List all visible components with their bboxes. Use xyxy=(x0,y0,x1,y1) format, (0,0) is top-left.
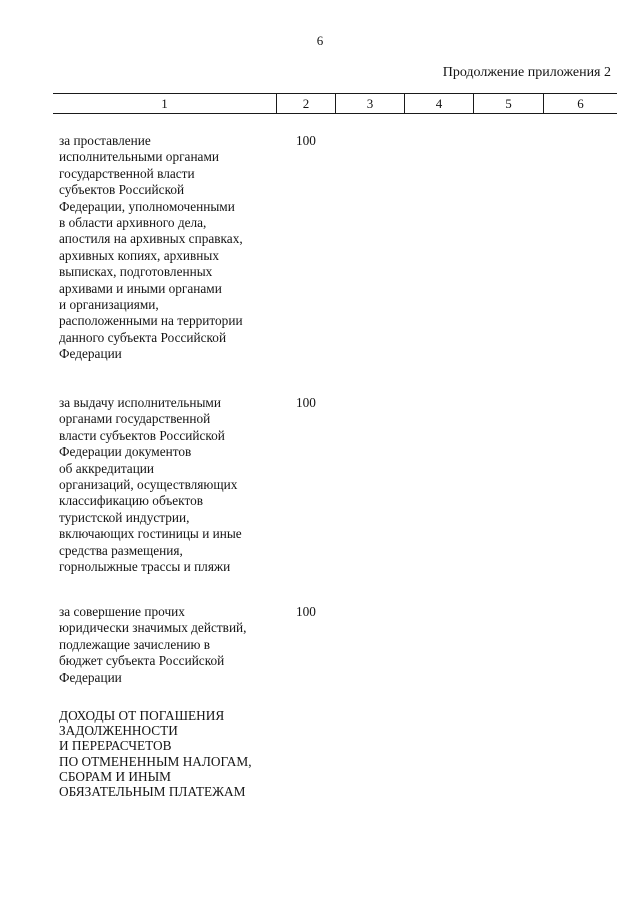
column-header-6: 6 xyxy=(577,96,584,111)
row-value-accreditation: 100 xyxy=(296,395,316,410)
page-number: 6 xyxy=(316,33,324,48)
column-header-2: 2 xyxy=(277,94,336,113)
column-header-3: 3 xyxy=(336,94,405,113)
row-value-other-actions: 100 xyxy=(296,604,316,619)
row-description-accreditation: за выдачу исполнительными органами государственной власти субъектов Российской Федерации документов об аккредитации организаций, осуществляющих классификацию объектов туристской индустрии, включающих гостиницы и иные средства размещения, горнолыжные трассы и пляжи xyxy=(59,395,242,575)
column-header-5: 5 xyxy=(474,94,544,113)
row-description-other-actions: за совершение прочих юридически значимых действий, подлежащие зачислению в бюджет субъекта Российской Федерации xyxy=(59,604,247,685)
column-header-4: 4 xyxy=(405,94,474,113)
continuation-label: Продолжение приложения 2 xyxy=(442,65,611,80)
row-description-apostille: за проставление исполнительными органами государственной власти субъектов Российской Федерации, уполномоченными в области архивного дела, апостиля на архивных справках, архивных копиях, архивных выписках, подготовленных архивами и иными органами и организациями, расположенными на территории данного субъекта Российской Федерации xyxy=(59,133,243,362)
table-header-row xyxy=(53,93,617,114)
row-value-apostille: 100 xyxy=(296,133,316,148)
section-heading: ДОХОДЫ ОТ ПОГАШЕНИЯ ЗАДОЛЖЕННОСТИ И ПЕРЕРАСЧЕТОВ ПО ОТМЕНЕННЫМ НАЛОГАМ, СБОРАМ И ИНЫМ ОБЯЗАТЕЛЬНЫМ ПЛАТЕЖАМ xyxy=(59,708,252,800)
column-header-1: 1 xyxy=(53,94,277,113)
